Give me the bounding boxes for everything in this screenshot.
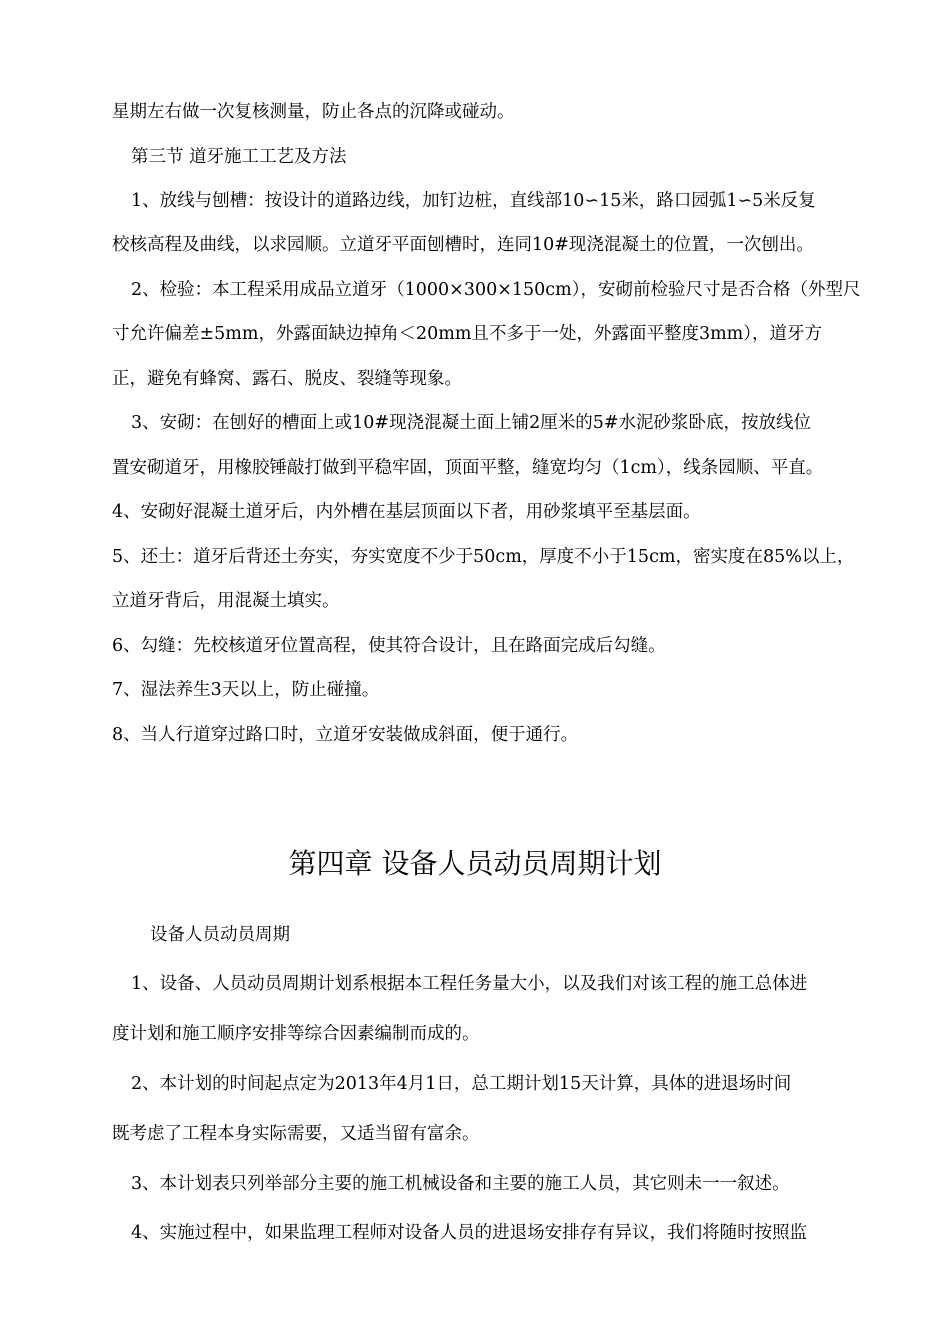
text-line: 2、本计划的时间起点定为2013年4月1日，总工期计划15天计算，具体的进退场时间	[131, 1074, 792, 1094]
text-line: 7、湿法养生3天以上，防止碰撞。	[112, 680, 380, 700]
text-line: 8、当人行道穿过路口时，立道牙安装做成斜面，便于通行。	[112, 725, 579, 745]
text-line: 4、安砌好混凝土道牙后，内外槽在基层顶面以下者，用砂浆填平至基层面。	[112, 502, 701, 522]
section-heading: 第三节 道牙施工工艺及方法	[131, 147, 347, 167]
section-heading: 设备人员动员周期	[150, 925, 290, 945]
chapter-title: 第四章 设备人员动员周期计划	[288, 847, 662, 880]
text-line: 1、放线与刨槽：按设计的道路边线，加钉边桩，直线部10∽15米，路口园弧1∽5米反复	[131, 191, 816, 211]
text-line: 星期左右做一次复核测量，防止各点的沉降或碰动。	[112, 102, 515, 122]
text-line: 4、实施过程中，如果监理工程师对设备人员的进退场安排存有异议，我们将随时按照监	[131, 1223, 808, 1243]
text-line: 2、检验：本工程采用成品立道牙（1000×300×150cm），安砌前检验尺寸是否合格（外型尺	[131, 280, 861, 300]
text-line: 置安砌道牙，用橡胶锤敲打做到平稳牢固，顶面平整，缝宽均匀（1cm），线条园顺、平直。	[112, 458, 824, 478]
text-line: 立道牙背后，用混凝土填实。	[112, 591, 340, 611]
text-line: 6、勾缝：先校核道牙位置高程，使其符合设计，且在路面完成后勾缝。	[112, 636, 666, 656]
text-line: 3、本计划表只列举部分主要的施工机械设备和主要的施工人员，其它则未一一叙述。	[131, 1174, 790, 1194]
text-line: 校核高程及曲线，以求园顺。立道牙平面刨槽时，连同10#现浇混凝土的位置，一次刨出。	[112, 235, 814, 255]
text-line: 寸允许偏差±5mm，外露面缺边掉角＜20mm且不多于一处，外露面平整度3mm），道牙方	[112, 324, 823, 344]
text-line: 5、还土：道牙后背还土夯实，夯实宽度不少于50cm，厚度不小于15cm，密实度在85%以上，	[112, 547, 855, 567]
text-line: 1、设备、人员动员周期计划系根据本工程任务量大小，以及我们对该工程的施工总体进	[131, 974, 808, 994]
text-line: 度计划和施工顺序安排等综合因素编制而成的。	[112, 1024, 480, 1044]
text-line: 正，避免有蜂窝、露石、脱皮、裂缝等现象。	[112, 369, 462, 389]
text-line: 既考虑了工程本身实际需要，又适当留有富余。	[112, 1124, 480, 1144]
text-line: 3、安砌：在刨好的槽面上或10#现浇混凝土面上铺2厘米的5#水泥砂浆卧底，按放线位	[131, 413, 811, 433]
